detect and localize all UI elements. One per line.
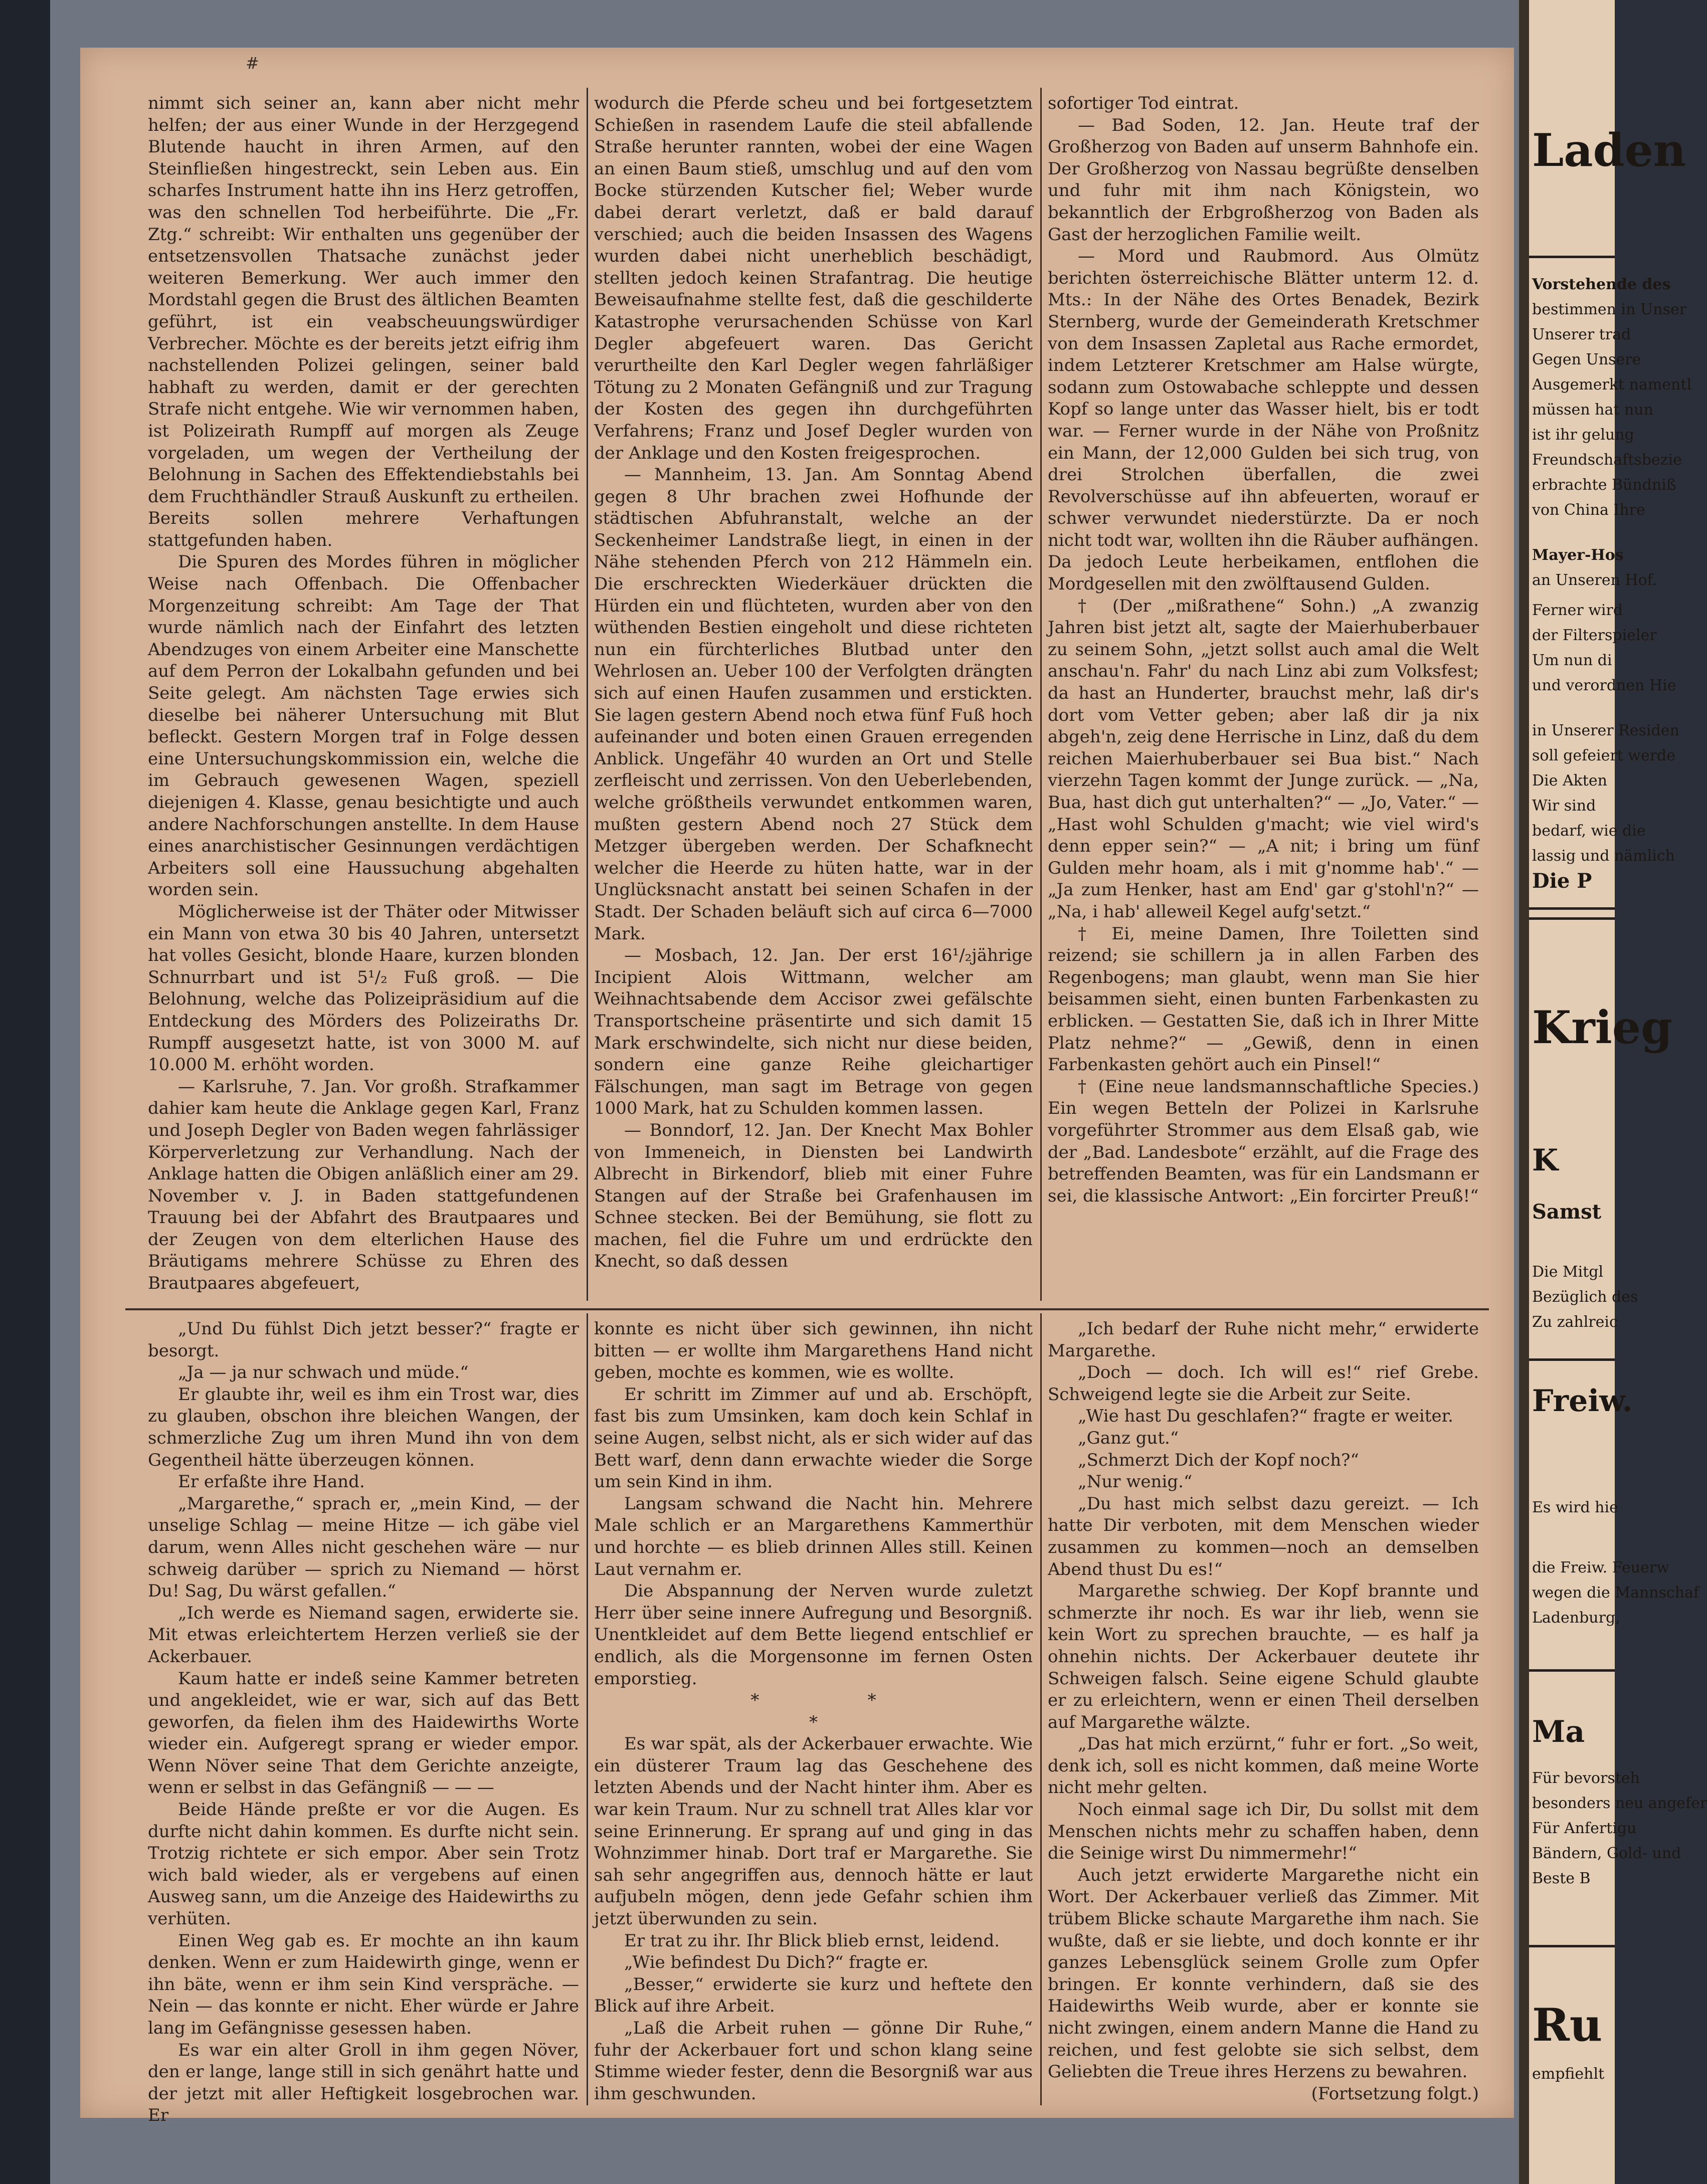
- news-paragraph: — Karlsruhe, 7. Jan. Vor großh. Strafkammer dahier kam heute die Anklage gegen Karl, Franz und Joseph Degler von Baden wegen fahrlässiger Körperverletzung zur Verhandlung. Nach der Anklage hatten die Obigen anläßlich einer am 29. November v. J. in Baden stattgefundenen Trauung bei der Abfahrt des Brautpaares und der Zeugen von dem elterlichen Hause des Bräutigams mehrere Schüsse zu Ehren des Brautpaares abgefeuert,: [148, 1076, 579, 1294]
- strip-text: und verordnen Hie: [1532, 677, 1676, 694]
- story-paragraph: „Und Du fühlst Dich jetzt besser?“ fragte er besorgt.: [148, 1319, 579, 1361]
- strip-text: Für Anfertigu: [1532, 1820, 1637, 1837]
- strip-text: empfiehlt: [1532, 2065, 1605, 2083]
- strip-text: bedarf, wie die: [1532, 822, 1646, 840]
- story-paragraph: Er schritt im Zimmer auf und ab. Erschöpft, fast bis zum Umsinken, kam doch kein Schlaf in seine Augen, selbst nicht, als er sich wider auf das Bett warf, denn dann erwachte wieder die Sorge um sein Kind in ihm.: [594, 1384, 1033, 1492]
- strip-text: Zu zahlreic: [1532, 1313, 1618, 1331]
- strip-text: Gegen Unsere: [1532, 351, 1641, 368]
- strip-text: Bändern, Gold- und: [1532, 1845, 1681, 1862]
- story-paragraph: Es war ein alter Groll in ihm gegen Növer, den er lange, lange still in sich genährt hatte und der jetzt mit aller Heftigkeit losgebrochen war. Er: [148, 2040, 579, 2126]
- story-paragraph: Er glaubte ihr, weil es ihm ein Trost war, dies zu glauben, obschon ihre bleichen Wangen, der schmerzliche Zug um ihren Mund ihn von dem Gegentheil hätte überzeugen können.: [148, 1384, 579, 1470]
- continuation-note: (Fortsetzung folgt.): [1311, 2083, 1479, 2104]
- story-paragraph: „Margarethe,“ sprach er, „mein Kind, — der unselige Schlag — meine Hitze — ich gäbe viel darum, wenn Alles nicht geschehen wäre — nur schweig darüber — sprich zu Niemand — hörst Du! Sag, Du wärst gefallen.“: [148, 1493, 579, 1602]
- news-paragraph: nimmt sich seiner an, kann aber nicht mehr helfen; der aus einer Wunde in der Herzgegend Blutende haucht in ihren Armen, auf den Steinfließen hingestreckt, sein Leben aus. Ein scharfes Instrument hatte ihn ins Herz getroffen, was den schnellen Tod herbeiführte. Die „Fr. Ztg.“ schreibt: Wir enthalten uns gegenüber der entsetzensvollen Thatsache zunächst jeder weiteren Bemerkung. Wer auch immer den Mordstahl gegen die Brust des ältlichen Beamten geführt, ist ein veabscheuungswürdiger Verbrecher. Möchte es der bereits jetzt eifrig ihm nachstellenden Polizei gelingen, seiner bald habhaft zu werden, damit er der gerechten Strafe nicht entgehe. Wie wir vernommen haben, ist Polizeirath Rumpff auf morgen als Zeuge vorgeladen, um wegen der Vertheilung der Belohnung in Sachen des Effektendiebstahls bei dem Fruchthändler Strauß Auskunft zu ertheilen. Bereits sollen mehrere Verhaftungen stattgefunden haben.: [148, 93, 579, 550]
- strip-text: Es wird hie: [1532, 1499, 1618, 1516]
- strip-heading: Freiw.: [1532, 1383, 1633, 1419]
- strip-text: Freundschaftsbezie: [1532, 451, 1682, 469]
- story-paragraph: Einen Weg gab es. Er mochte an ihn kaum denken. Wenn er zum Haidewirth ginge, wenn er ihn bäte, wenn er ihm sein Kind verspräche. — Nein — das konnte er nicht. Eher würde er Jahre lang im Gefängnisse gesessen haben.: [148, 1930, 579, 2038]
- next-page-strip: [1519, 0, 1707, 2184]
- strip-text: müssen hat nun: [1532, 401, 1653, 419]
- news-paragraph: — Bad Soden, 12. Jan. Heute traf der Großherzog von Baden auf unserm Bahnhofe ein. Der Großherzog von Nassau begrüßte denselben und fuhr mit ihm nach Königstein, wo bekanntlich der Erbgroßherzog von Baden als Gast der herzoglichen Familie weilt.: [1048, 115, 1479, 245]
- strip-text: erbrachte Bündniß: [1532, 476, 1676, 494]
- strip-text: Vorstehende des: [1532, 276, 1671, 293]
- story-paragraph: „Du hast mich selbst dazu gereizt. — Ich hatte Dir verboten, mit dem Menschen wieder zusammen zu kommen—noch an demselben Abend thust Du es!“: [1048, 1493, 1479, 1579]
- news-paragraph: — Bonndorf, 12. Jan. Der Knecht Max Bohler von Immeneich, in Diensten bei Landwirth Albrecht in Birkendorf, blieb mit einer Fuhre Stangen auf der Straße bei Grafenhausen im Schnee stecken. Bei der Bemühung, sie flott zu machen, fiel die Fuhre um und erdrückte den Knecht, so daß dessen: [594, 1120, 1033, 1272]
- story-paragraph: „Doch — doch. Ich will es!“ rief Grebe. Schweigend legte sie die Arbeit zur Seite.: [1048, 1362, 1479, 1405]
- page-mark: #: [246, 54, 259, 73]
- strip-text: Bezüglich des: [1532, 1288, 1638, 1306]
- news-paragraph: † (Der „mißrathene“ Sohn.) „A zwanzig Jahren bist jetzt alt, sagte der Maierhuberbauer zu seinem Sohn, „jetzt sollst auch amal die Welt anschau'n. Fahr' du nach Linz abi zum Volksfest; da hast an Hunderter, brauchst mehr, laß dir's dort vom Vetter geben; aber laß dir ja nix abgeh'n, zeig dene Herrische in Linz, daß du dem reichen Maierhuberbauer sei Bua bist.“ Nach vierzehn Tagen kommt der Junge zurück. — „Na, Bua, hast dich gut unterhalten?“ — „Jo, Vater.“ — „Hast wohl Schulden g'macht; wie viel wird's denn epper sein?“ — „A nit; i bring um fünf Gulden mehr hoam, als i mit g'nomme hab'.“ — „Ja zum Henker, hast am End' gar g'stohl'n?“ — „Na, i hab' alleweil Kegel aufg'setzt.“: [1048, 595, 1479, 922]
- strip-rule: [1529, 917, 1615, 920]
- news-paragraph: — Mannheim, 13. Jan. Am Sonntag Abend gegen 8 Uhr brachen zwei Hofhunde der städtischen Abfuhranstalt, welche an der Seckenheimer Landstraße liegt, in einen in der Nähe stehenden Pferch von 212 Hämmeln ein. Die erschreckten Wiederkäuer drückten die Hürden ein und flüchteten, wurden aber von den wüthenden Bestien eingeholt und diese richteten nun ein fürchterliches Blutbad unter den Wehrlosen an. Ueber 100 der Verfolgten drängten sich auf einen Haufen zusammen und erstickten. Sie lagen gestern Abend noch etwa fünf Fuß hoch aufeinander und boten einen Grauen erregenden Anblick. Ungefähr 40 wurden an Ort und Stelle zerfleischt und zerrissen. Von den Ueberlebenden, welche größtheils verwundet entkommen waren, mußten gestern Abend noch 27 Stück dem Metzger übergeben werden. Der Schafknecht welcher die Heerde zu hüten hatte, war in der Unglücksnacht anstatt bei seinen Schafen in der Stadt. Der Schaden beläuft sich auf circa 6—7000 Mark.: [594, 465, 1033, 944]
- strip-text: von China Ihre: [1532, 501, 1645, 519]
- strip-heading: K: [1532, 1143, 1559, 1178]
- page-gutter: [1519, 0, 1529, 2184]
- column-rule: [587, 88, 588, 1301]
- strip-text: bestimmen in Unser: [1532, 301, 1687, 318]
- news-paragraph: † (Eine neue landsmannschaftliche Species.) Ein wegen Betteln der Polizei in Karlsruhe vorgeführter Strommer aus dem Elsaß gab, wie der „Bad. Landesbote“ erzählt, auf die Frage des betreffenden Beamten, was für ein Landsmann er sei, die klassische Antwort: „Ein forcirter Preuß!“: [1048, 1076, 1479, 1206]
- news-paragraph: † Ei, meine Damen, Ihre Toiletten sind reizend; sie schillern ja in allen Farben des Regenbogens; man glaubt, wenn man Sie hier beisammen sieht, einen bunten Farbenkasten zu erblicken. — Gestatten Sie, daß ich in Ihrer Mitte Platz nehme?“ — „Gewiß, denn in einen Farbenkasten gehört auch ein Pinsel!“: [1048, 923, 1479, 1075]
- story-paragraph: „Besser,“ erwiderte sie kurz und heftete den Blick auf ihre Arbeit.: [594, 1974, 1033, 2017]
- strip-text: Unserer trad: [1532, 326, 1631, 343]
- strip-heading: Krieg: [1532, 1001, 1673, 1054]
- story-paragraph: „Ich werde es Niemand sagen, erwiderte sie. Mit etwas erleichtertem Herzen verließ sie der Ackerbauer.: [148, 1603, 579, 1667]
- strip-text: Samst: [1532, 1200, 1602, 1224]
- strip-heading: Ru: [1532, 1999, 1603, 2052]
- news-paragraph: sofortiger Tod eintrat.: [1048, 93, 1239, 113]
- news-paragraph: wodurch die Pferde scheu und bei fortgesetztem Schießen in rasendem Laufe die steil abfallende Straße herunter rannten, wobei der eine Wagen an einen Baum stieß, umschlug und auf den vom Bocke stürzenden Kutscher fiel; Weber wurde dabei derart verletzt, daß er bald darauf verschied; auch die beiden Insassen des Wagens wurden dabei nicht unerheblich beschädigt, stellten jedoch keinen Strafantrag. Die heutige Beweisaufnahme stellte fest, daß die geschilderte Katastrophe verursachenden Schüsse von Karl Degler abgefeuert waren. Das Gericht verurtheilte den Karl Degler wegen fahrläßiger Tötung zu 2 Monaten Gefängniß und zur Tragung der Kosten des gegen ihn durchgeführten Verfahrens; Franz und Josef Degler wurden von der Anklage und den Kosten freigesprochen.: [594, 93, 1033, 463]
- story-paragraph: Es war spät, als der Ackerbauer erwachte. Wie ein düsterer Traum lag das Geschehene des letzten Abends und der Nacht hinter ihm. Aber es war kein Traum. Nur zu schnell trat Alles klar vor seine Erinnerung. Er sprang auf und ging in das Wohnzimmer hinab. Dort traf er Margarethe. Sie sah sehr angegriffen aus, dennoch hätte er laut aufjubeln mögen, denn jede Gefahr schien ihm jetzt überwunden zu sein.: [594, 1734, 1033, 1929]
- strip-heading: Ma: [1532, 1714, 1585, 1749]
- strip-text: Für bevorsteh: [1532, 1769, 1640, 1787]
- strip-rule: [1529, 1945, 1615, 1947]
- story-paragraph: „Wie hast Du geschlafen?“ fragte er weiter.: [1078, 1406, 1453, 1427]
- strip-text: Ausgemerkt namentl: [1532, 376, 1692, 393]
- column-rule: [1040, 1313, 1042, 2105]
- news-paragraph: — Mosbach, 12. Jan. Der erst 16¹/₂jährige Incipient Alois Wittmann, welcher am Weihnachtsabende dem Accisor zwei gefälschte Transportscheine präsentirte und sich damit 15 Mark erschwindelte, sich nicht nur diese beiden, sondern eine ganze Reihe gleichartiger Fälschungen, man sagt im Betrage von gegen 1000 Mark, hat zu Schulden kommen lassen.: [594, 945, 1033, 1119]
- strip-text: Um nun di: [1532, 652, 1612, 669]
- strip-rule: [1529, 1669, 1615, 1672]
- story-paragraph: Langsam schwand die Nacht hin. Mehrere Male schlich er an Margarethens Kammerthür und horchte — es blieb drinnen Alles still. Keinen Laut vernahm er.: [594, 1493, 1033, 1579]
- news-column-3: [1048, 93, 1479, 1296]
- story-paragraph: Die Abspannung der Nerven wurde zuletzt Herr über seine innere Aufregung und Besorgniß. Unentkleidet auf dem Bette liegend entschlief er endlich, als die Morgensonne im fernen Osten emporstieg.: [594, 1581, 1033, 1689]
- strip-text: Wir sind: [1532, 797, 1596, 815]
- strip-text: Die P: [1532, 869, 1592, 893]
- strip-text: ist ihr gelung: [1532, 426, 1634, 444]
- story-paragraph: Margarethe schwieg. Der Kopf brannte und schmerzte ihr noch. Es war ihr lieb, wenn sie kein Wort zu sprechen brauchte, — es half ja ohnehin nichts. Der Ackerbauer deutete ihr Schweigen falsch. Seine eigene Schuld glaubte er zu erleichtern, wenn er einen Theil derselben auf Margarethe wälzte.: [1048, 1581, 1479, 1732]
- strip-rule: [1529, 1358, 1615, 1361]
- story-paragraph: Er erfaßte ihre Hand.: [178, 1472, 365, 1492]
- story-column-1: [148, 1318, 579, 2126]
- story-paragraph: Er trat zu ihr. Ihr Blick blieb ernst, leidend.: [624, 1930, 1000, 1951]
- news-paragraph: Möglicherweise ist der Thäter oder Mitwisser ein Mann von etwa 30 bis 40 Jahren, untersetzt hat volles Gesicht, blonde Haare, kurzen blonden Schnurrbart und ist 5¹/₂ Fuß groß. — Die Belohnung, welche das Polizeipräsidium auf die Entdeckung des Mörders des Polizeiraths Dr. Rumpff ausgesetzt hatte, ist von 3000 M. auf 10.000 M. erhöht worden.: [148, 901, 579, 1075]
- strip-text: lassig und nämlich: [1532, 847, 1675, 865]
- story-paragraph: Noch einmal sage ich Dir, Du sollst mit dem Menschen nichts mehr zu schaffen haben, denn die Seinige wirst Du nimmermehr!“: [1048, 1800, 1479, 1864]
- strip-text: an Unseren Hof.: [1532, 571, 1657, 589]
- strip-rule: [1529, 256, 1615, 258]
- strip-text: Die Mitgl: [1532, 1263, 1604, 1281]
- strip-text: der Filterspieler: [1532, 627, 1657, 644]
- strip-heading: Laden: [1532, 124, 1686, 177]
- story-paragraph: Auch jetzt erwiderte Margarethe nicht ein Wort. Der Ackerbauer verließ das Zimmer. Mit trübem Blicke schaute Margarethe ihm nach. Sie wußte, daß er sie liebte, und doch konnte er ihr ganzes Lebensglück seinem Grolle zum Opfer bringen. Er konnte verhindern, daß sie des Haidewirths Weib wurde, aber er konnte sie nicht zwingen, einem andern Manne die Hand zu reichen, und fest gelobte sie sich selbst, dem Geliebten die Treue ihres Herzens zu bewahren.: [1048, 1865, 1479, 2082]
- story-paragraph: „Wie befindest Du Dich?“ fragte er.: [624, 1952, 929, 1973]
- strip-text: wegen die Mannschaf: [1532, 1584, 1699, 1602]
- story-paragraph: konnte es nicht über sich gewinnen, ihn nicht bitten — er wollte ihm Margarethens Hand nicht geben, mochte es kommen, wie es wollte.: [594, 1319, 1033, 1383]
- story-paragraph: Kaum hatte er indeß seine Kammer betreten und angekleidet, wie er war, sich auf das Bett geworfen, da fielen ihm des Haidewirths Worte wieder ein. Aufgeregt sprang er wieder empor. Wenn Növer seine That dem Gerichte anzeigte, wenn er selbst in das Gefängniß — — —: [148, 1668, 579, 1798]
- story-column-2: [594, 1318, 1033, 2104]
- story-paragraph: „Das hat mich erzürnt,“ fuhr er fort. „So weit, denk ich, soll es nicht kommen, daß meine Worte nicht mehr gelten.: [1048, 1734, 1479, 1798]
- strip-rule: [1529, 907, 1615, 910]
- story-paragraph: Beide Hände preßte er vor die Augen. Es durfte nicht dahin kommen. Es durfte nicht sein. Trotzig richtete er sich empor. Aber sein Trotz wich bald wieder, als er vergebens auf einen Ausweg sann, um die Anzeige des Haidewirths zu verhüten.: [148, 1800, 579, 1929]
- scan-background-left: [0, 0, 50, 2184]
- column-rule: [1040, 88, 1042, 1301]
- strip-text: soll gefeiert werde: [1532, 747, 1676, 764]
- story-paragraph: „Laß die Arbeit ruhen — gönne Dir Ruhe,“ fuhr der Ackerbauer fort und schon klang seine Stimme wieder fester, denn die Besorgniß war aus ihm geschwunden.: [594, 2018, 1033, 2104]
- strip-text: Ladenburg,: [1532, 1609, 1620, 1627]
- strip-text: Mayer-Hos: [1532, 546, 1624, 564]
- strip-text: Beste B: [1532, 1870, 1591, 1887]
- story-paragraph: „Schmerzt Dich der Kopf noch?“: [1078, 1450, 1359, 1470]
- story-column-3: [1048, 1318, 1479, 2104]
- strip-text: in Unserer Residen: [1532, 722, 1679, 739]
- story-paragraph: „Nur wenig.“: [1078, 1472, 1193, 1492]
- news-column-2: [594, 93, 1033, 1296]
- strip-text: besonders neu angefer: [1532, 1795, 1707, 1812]
- story-paragraph: „Ganz gut.“: [1078, 1428, 1179, 1448]
- news-paragraph: Die Spuren des Mordes führen in möglicher Weise nach Offenbach. Die Offenbacher Morgenzeitung schreibt: Am Tage der That wurde nämlich nach der Einfahrt des letzten Abendzuges von einem Arbeiter eine Manschette auf dem Perron der Lokalbahn gefunden und bei Seite gelegt. Am nächsten Tage erwies sich dieselbe bei näherer Untersuchung mit Blut befleckt. Gestern Morgen traf in Folge dessen eine Untersuchungskommission ein, welche die im Gebrauch gewesenen Wagen, speziell diejenigen 4. Klasse, genau besichtigte und auch andere Nachforschungen anstellte. In dem Hause eines anarchistischer Gesinnungen verdächtigen Arbeiters soll eine Haussuchung abgehalten worden sein.: [148, 552, 579, 900]
- strip-text: Ferner wird: [1532, 602, 1623, 619]
- strip-text: Die Akten: [1532, 772, 1607, 789]
- strip-text: die Freiw. Feuerw: [1532, 1559, 1669, 1576]
- news-column-1: [148, 93, 579, 1296]
- news-paragraph: — Mord und Raubmord. Aus Olmütz berichten österreichische Blätter unterm 12. d. Mts.: In der Nähe des Ortes Benadek, Bezirk Sternberg, wurde der Gemeinderath Kretschmer von dem Insassen Zapletal aus Rache ermordet, indem Letzterer Kretschmer am Halse würgte, sodann zum Ostowabache schleppte und dessen Kopf so lange unter das Wasser hielt, bis er todt war. — Ferner wurde in der Nähe von Proßnitz ein Mann, der 12,000 Gulden bei sich trug, von drei Strolchen überfallen, die zwei Revolverschüsse auf ihn abfeuerten, worauf er schwer verwundet niederstürzte. Da er noch nicht todt war, wollten ihn die Räuber aufhängen. Da jedoch Leute herbeikamen, entflohen die Mordgesellen mit den zwölftausend Gulden.: [1048, 246, 1479, 594]
- newspaper-page: [80, 48, 1514, 2126]
- section-asterisks: * * *: [750, 1690, 876, 1732]
- column-rule: [587, 1313, 588, 2105]
- story-paragraph: „Ich bedarf der Ruhe nicht mehr,“ erwiderte Margarethe.: [1048, 1319, 1479, 1361]
- feuilleton-divider: [125, 1308, 1489, 1310]
- story-paragraph: „Ja — ja nur schwach und müde.“: [178, 1362, 469, 1383]
